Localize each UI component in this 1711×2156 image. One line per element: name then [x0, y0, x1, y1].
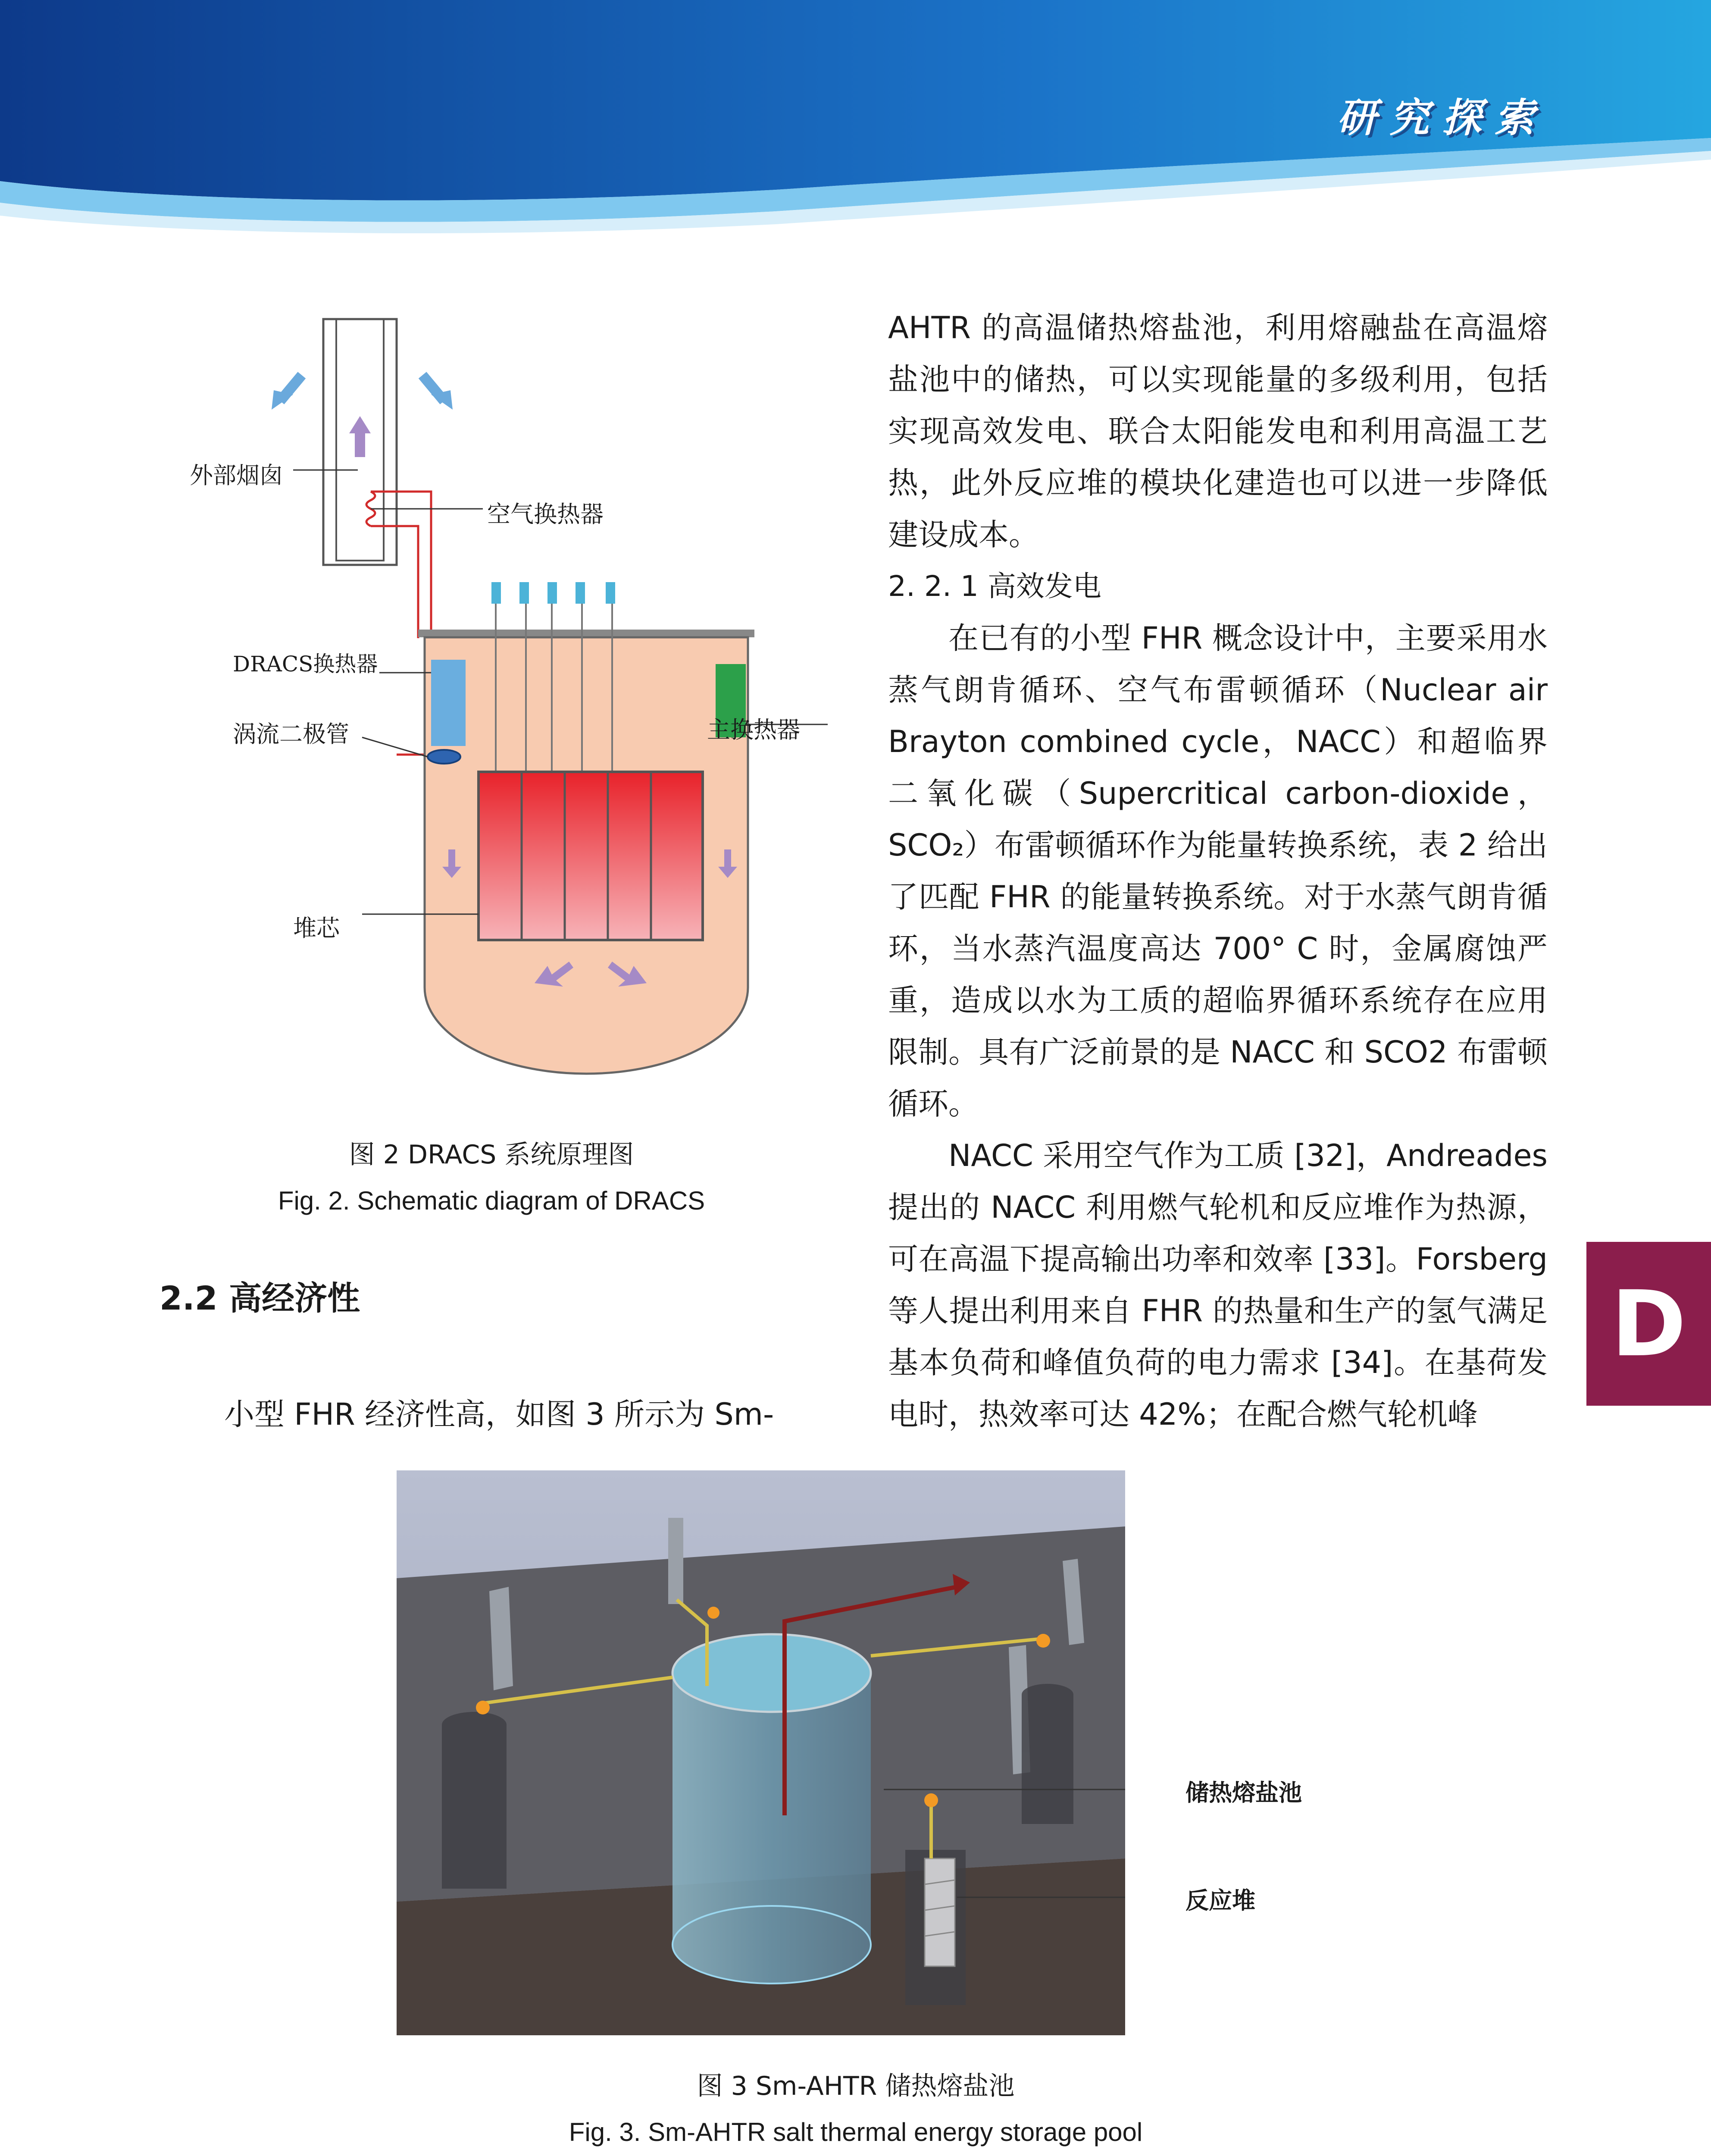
label-reactor: 反应堆: [1186, 1887, 1255, 1914]
section-heading: 2.2 高经济性: [160, 1279, 360, 1317]
right-column: [888, 302, 1548, 1440]
left-paragraph: 小型 FHR 经济性高，如图 3 所示为 Sm-: [224, 1397, 774, 1432]
reactor-core: [479, 772, 703, 940]
label-vortex-diode: 涡流二极管: [233, 721, 349, 748]
dracs-loop-pipes: [371, 492, 431, 755]
storage-pool-render: [397, 1470, 1125, 2035]
label-storage-pool: 储热熔盐池: [1186, 1779, 1302, 1806]
right-paragraph-3: NACC 采用空气作为工质 [32]，Andreades 提出的 NACC 利用燃气轮机和反应堆作为热源，可在高温下提高输出功率和效率 [33]。Forsberg 等人提出利用来自 FHR 的热量和生产的氢气满足基本负荷和峰值负荷的电力需求 [34]。在基荷发电时，热效率可达 42%；在配合燃气轮机峰: [888, 1138, 1548, 1432]
figure2-caption-en: Fig. 2. Schematic diagram of DRACS: [278, 1186, 705, 1215]
dracs-schematic: [155, 302, 828, 1078]
side-tab: D: [1586, 1242, 1711, 1406]
figure3-caption-en: Fig. 3. Sm-AHTR salt thermal energy storage pool: [569, 2118, 1143, 2147]
label-dracs-heat-exchanger: DRACS换热器: [233, 652, 378, 677]
air-outlet-arrow: [272, 375, 453, 410]
right-paragraph-2: 在已有的小型 FHR 概念设计中，主要采用水蒸气朗肯循环、空气布雷顿循环（Nuclear air Brayton combined cycle，NACC）和超临界二氧化碳（Supercritical carbon-dioxide，SCO₂）布雷顿循环作为能量转换系统，表 2 给出了匹配 FHR 的能量转换系统。对于水蒸气朗肯循环，当水蒸汽温度高达 700° C 时，金属腐蚀严重，造成以水为工质的超临界循环系统存在应用限制。具有广泛前景的是 NACC 和 SCO2 布雷顿循环。: [888, 620, 1548, 1122]
vortex-diode: [428, 750, 460, 764]
storage-pool: [673, 1634, 871, 1984]
updraft-arrow: [349, 416, 371, 457]
label-air-heat-exchanger: 空气换热器: [487, 501, 604, 528]
section-tag: 研究探索: [1336, 94, 1547, 141]
dracs-heat-exchanger: [431, 660, 466, 746]
right-paragraph-1: AHTR 的高温储热熔盐池，利用熔融盐在高温熔盐池中的储热，可以实现能量的多级利用，包括实现高效发电、联合太阳能发电和利用高温工艺热，此外反应堆的模块化建造也可以进一步降低建设成本。: [888, 310, 1548, 552]
reactor-column: [925, 1858, 955, 1966]
label-core: 堆芯: [293, 915, 340, 942]
figure3-caption-cn: 图 3 Sm-AHTR 储热熔盐池: [697, 2071, 1015, 2101]
figure2-caption-cn: 图 2 DRACS 系统原理图: [349, 1140, 634, 1170]
label-main-heat-exchanger: 主换热器: [707, 716, 800, 743]
subsection-heading: 2. 2. 1 高效发电: [888, 570, 1101, 603]
label-chimney: 外部烟囱: [190, 462, 283, 489]
